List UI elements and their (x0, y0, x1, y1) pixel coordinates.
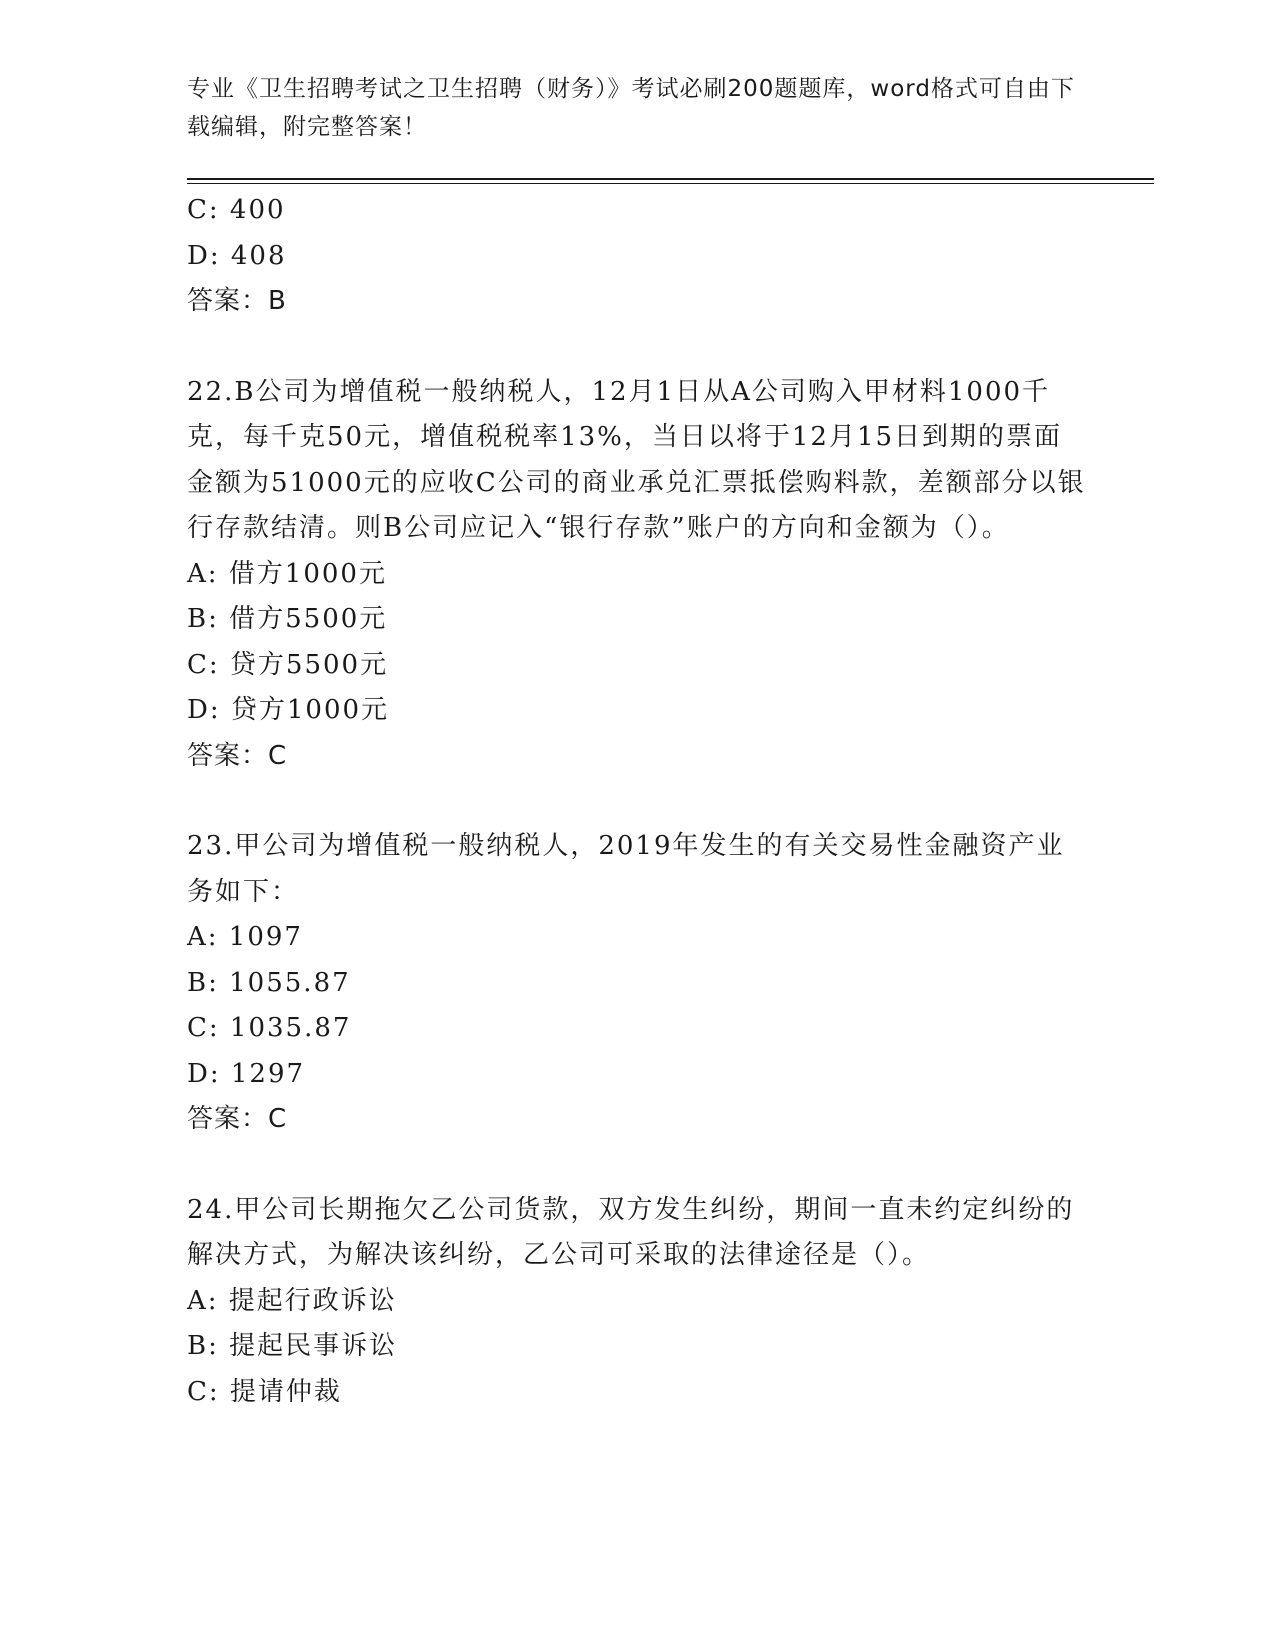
option-d: D: 408 (187, 240, 287, 271)
option-a: A: 借方1000元 (187, 558, 387, 589)
question-22 (187, 370, 1087, 780)
option-a: A: 1097 (187, 922, 303, 952)
question-24 (187, 1188, 1087, 1416)
option-b: B: 借方5500元 (187, 604, 388, 634)
answer-line: 答案：B (187, 286, 287, 316)
document-header: 专业《卫生招聘考试之卫生招聘（财务）》考试必刷200题题库，word格式可自由下载编辑，附完整答案！ (187, 76, 1075, 140)
answer-line: 答案：C (187, 1104, 288, 1134)
previous-question-tail (187, 188, 1087, 325)
question-stem: 22.B公司为增值税一般纳税人，12月1日从A公司购入甲材料1000千克，每千克50元，增值税税率13%，当日以将于12月15日到期的票面金额为51000元的应收C公司的商业承兑汇票抵偿购料款，差额部分以银行存款结清。则B公司应记入“银行存款”账户的方向和金额为（）。 (187, 376, 1086, 543)
option-c: C: 贷方5500元 (187, 649, 389, 680)
option-a: A: 提起行政诉讼 (187, 1285, 397, 1316)
option-b: B: 提起民事诉讼 (187, 1331, 398, 1361)
option-c: C: 提请仲裁 (187, 1376, 342, 1407)
option-c: C: 1035.87 (187, 1013, 352, 1043)
document-body (187, 188, 1087, 1415)
header-divider-thick (187, 178, 1154, 180)
option-d: D: 1297 (187, 1058, 306, 1089)
option-d: D: 贷方1000元 (187, 695, 390, 725)
option-c: C: 400 (187, 195, 286, 225)
answer-line: 答案：C (187, 740, 288, 771)
question-stem: 23.甲公司为增值税一般纳税人，2019年发生的有关交易性金融资产业务如下： (187, 831, 1065, 907)
header-divider-thin (187, 183, 1154, 184)
option-b: B: 1055.87 (187, 967, 351, 998)
question-stem: 24.甲公司长期拖欠乙公司货款，双方发生纠纷，期间一直未约定纠纷的解决方式，为解决该纠纷，乙公司可采取的法律途径是（）。 (187, 1194, 1075, 1270)
question-23 (187, 824, 1087, 1143)
